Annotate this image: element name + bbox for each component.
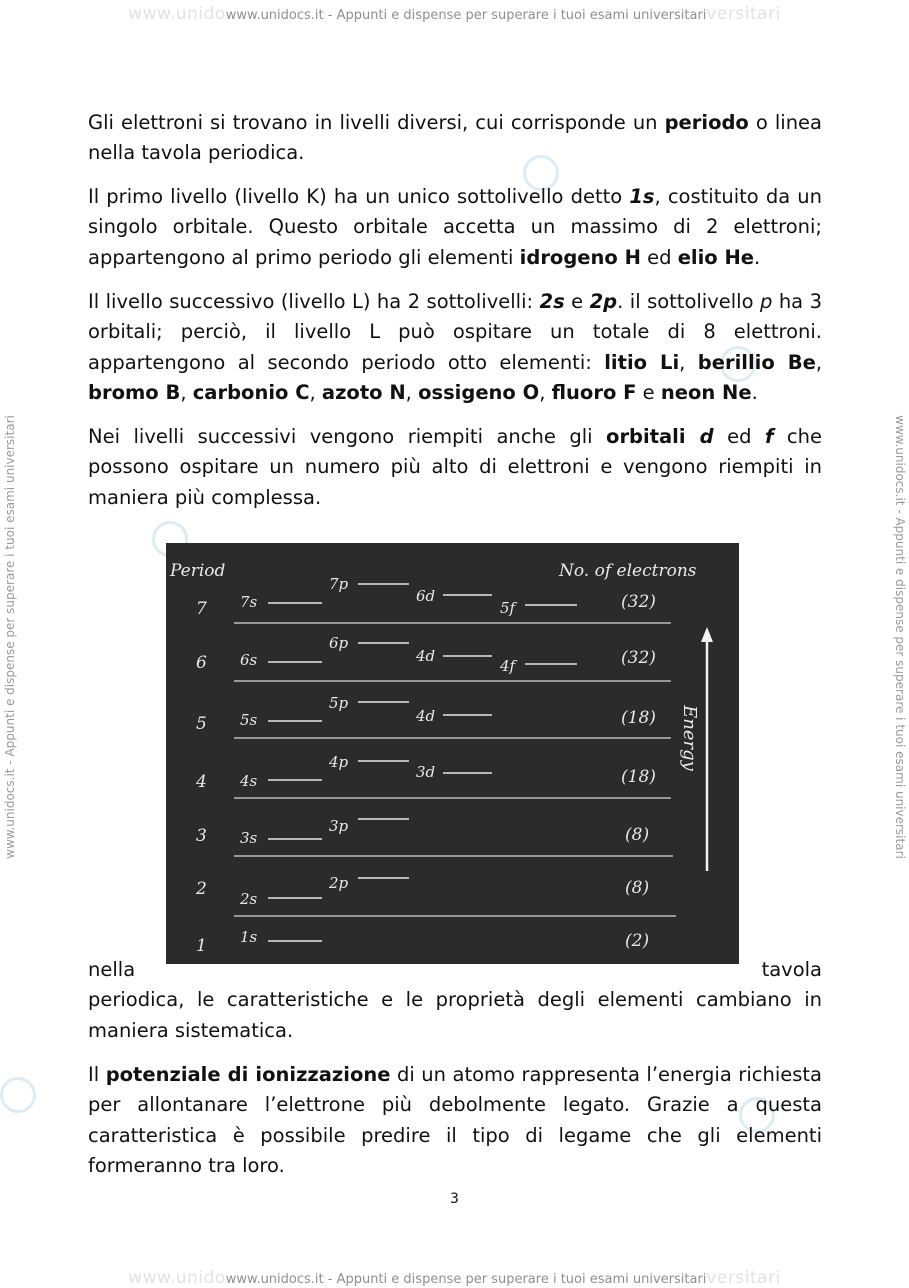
text-span: , [679,350,698,374]
text-span: periodica, le caratteristiche e le proprietà degli elementi cambiano in maniera sistematica. [88,988,822,1042]
left-side-watermark: www.unidocs.it - Appunti e dispense per superare i tuoi esami universitari [3,415,17,859]
orbital-label: 6d [416,587,436,605]
orbital-label: 5p [329,694,349,712]
period-row-7 [196,575,656,619]
energy-label: Energy [679,705,700,771]
text-span: nella [88,958,136,981]
bold-term-potenziale: potenziale di ionizzazione [105,1063,391,1086]
paragraph-first-level [88,182,822,273]
orbital-label: 6s [240,651,258,669]
paragraph-periodic-properties [88,955,822,1046]
orbital-label: 7p [329,575,349,593]
text-span: , [309,380,322,404]
electron-count: (32) [621,592,656,612]
orbital-label: 6p [329,634,349,652]
energy-levels-svg [166,543,739,964]
text-span: che possono ospitare un numero più alto di elettroni e vengono riempiti in maniera più complessa. [88,425,822,509]
faint-watermark-prefix: www.unido [128,4,226,24]
text-span: Gli elettroni si trovano in livelli diversi, cui corrisponde un [88,111,665,134]
text-span: . [754,245,761,269]
text-span: tavola [761,958,822,981]
faint-watermark-suffix: versitari [706,1268,781,1288]
orbital-label: 3s [240,829,258,847]
orbital-label: 2s [240,890,258,908]
paragraph-periods [88,108,822,169]
energy-levels-diagram [166,543,739,964]
bold-term-neon: neon Ne [660,380,752,404]
text-span: . [751,380,758,404]
orbital-label: 5f [500,599,516,617]
text-span: di un atomo rappresenta l’energia richiesta per allontanare l’elettrone più debolmente legato. Grazie a questa caratteristica è possibile predire il tipo di legame che gli elementi formeranno tra loro. [88,1063,822,1177]
orbital-label: 3d [416,763,436,781]
bold-term-carbonio: carbonio C [192,380,310,404]
text-span: e [636,380,661,404]
text-span: , [180,380,193,404]
period-number: 7 [196,599,207,619]
orbital-label: 2p [329,874,349,892]
text-span: e [564,290,590,313]
footer-watermark [0,1268,909,1288]
bold-term-f: f [764,425,774,448]
orbital-label: 3p [329,817,349,835]
period-row-4 [195,753,656,792]
bold-term-elio: elio He [677,245,755,269]
paragraph-second-level [88,287,822,408]
electron-count: (18) [621,708,656,728]
text-span: , [539,380,552,404]
bold-term-fluoro: fluoro F [551,380,637,404]
period-number: 6 [196,653,207,673]
electron-count: (32) [621,648,656,668]
electron-count: (8) [625,825,650,845]
period-number: 4 [196,772,207,792]
text-span: o linea nella tavola periodica. [88,111,822,165]
period-row-3 [196,817,649,847]
period-row-1 [196,928,649,956]
text-span: Nei livelli successivi vengono riempiti anche gli [88,425,607,448]
text-span: Il [88,1063,106,1086]
faint-watermark-prefix: www.unido [128,1268,226,1288]
period-row-6 [196,634,656,675]
bold-term-1s: 1s [629,185,655,208]
orbital-label: 7s [240,593,258,611]
text-span: , [405,380,419,404]
text-span: Il primo livello (livello K) ha un unico sottolivello detto [88,185,630,208]
electron-count: (8) [625,878,650,898]
bold-term-litio: litio Li [604,350,680,374]
unidocs-logo-icon [0,1077,36,1113]
bold-term-2p: 2p [589,290,618,313]
period-number: 1 [196,936,207,956]
bold-term-2s: 2s [539,290,565,313]
bold-term-d: d [699,425,714,448]
text-span: Il livello successivo (livello L) ha 2 sottolivelli: [88,290,540,313]
paragraph-higher-levels [88,422,822,513]
orbital-label: 4p [329,753,349,771]
orbital-label: 5s [240,711,258,729]
header-watermark [0,4,909,24]
bold-term-idrogeno: idrogeno H [519,245,641,269]
faint-watermark-suffix: versitari [706,4,781,24]
electron-count: (18) [621,767,656,787]
orbital-label: 4d [416,647,436,665]
period-number: 3 [196,826,207,846]
period-number: 5 [196,714,207,734]
period-row-2 [195,874,649,908]
bold-term-berillio: berillio Be [697,350,816,374]
text-span: , costituito da un singolo orbitale. Questo orbitale accetta un massimo di 2 elettroni; appartengono al primo periodo gli elementi [88,185,822,269]
period-number: 2 [196,879,207,899]
footer-watermark-text[interactable]: www.unidocs.it - Appunti e dispense per superare i tuoi esami universitari [225,1272,707,1287]
bold-term-ossigeno: ossigeno O [418,380,540,404]
text-span: , [815,350,823,374]
orbital-label: 4d [416,707,436,725]
energy-arrow-head-icon [701,627,713,642]
orbital-label: 1s [240,928,258,946]
bold-term-azoto: azoto N [321,380,406,404]
text-span: . il sottolivello [617,290,760,313]
orbital-label: 4s [240,772,258,790]
header-watermark-text[interactable]: www.unidocs.it - Appunti e dispense per superare i tuoi esami universitari [225,8,707,23]
orbital-label: 4f [500,657,516,675]
bold-term-periodo: periodo [664,111,749,134]
bold-term-bromo: bromo B [88,380,181,404]
bold-term-orbitali: orbitali [606,425,700,448]
period-row-5 [196,694,656,734]
text-span: ed [713,425,765,448]
text-span: ha 3 orbitali; perciò, il livello L può ospitare un totale di 8 elettroni. appartengono al secondo periodo otto elementi: [88,290,822,374]
right-side-watermark: www.unidocs.it - Appunti e dispense per superare i tuoi esami universitari [893,415,907,859]
period-header: Period [170,561,226,581]
paragraph-ionization-potential [88,1060,822,1181]
electron-count: (2) [625,931,650,951]
page-number: 3 [450,1191,459,1207]
electrons-header: No. of electrons [559,561,697,581]
italic-term-p: p [759,290,773,313]
text-span: ed [640,245,678,269]
